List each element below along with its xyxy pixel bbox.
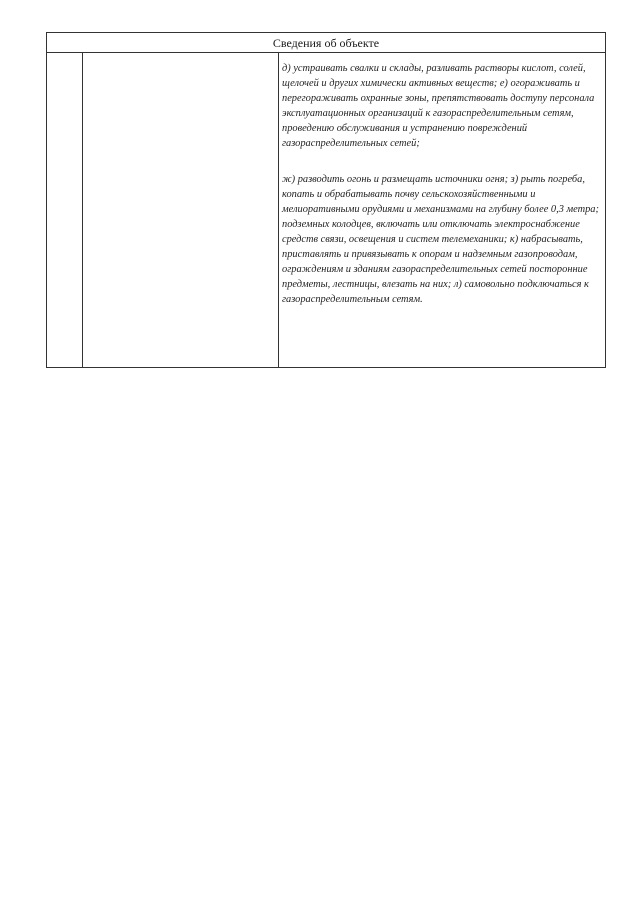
- restriction-paragraph-2: ж) разводить огонь и размещать источники огня; з) рыть погреба, копать и обрабатывать почву сельскохозяйственными и мелиоративными орудиями и механизмами на глубину более 0,3 метра; подземных колодцев, включать или отключать электроснабжение средств связи, освещения и систем телемеханики; к) набрасывать, приставлять и привязывать к опорам и надземным газопроводам, ограждениям и зданиям газораспределительных сетей посторонние предметы, лестницы, влезать на них; л) самовольно подключаться к газораспределительным сетям.: [282, 174, 599, 305]
- table-cell-name: [83, 53, 279, 367]
- object-info-table: [46, 32, 606, 368]
- table-header: Сведения об объекте: [47, 33, 605, 53]
- table-cell-content: [279, 53, 605, 367]
- table-row: [47, 53, 605, 367]
- table-cell-number: [47, 53, 83, 367]
- restriction-paragraph-1: д) устраивать свалки и склады, разливать растворы кислот, солей, щелочей и других химически активных веществ; е) огораживать и перегораживать охранные зоны, препятствовать доступу персонала эксплуатационных организаций к газораспределительным сетям, проведению обслуживания и устранению повреждений газораспределительных сетей;: [282, 63, 595, 149]
